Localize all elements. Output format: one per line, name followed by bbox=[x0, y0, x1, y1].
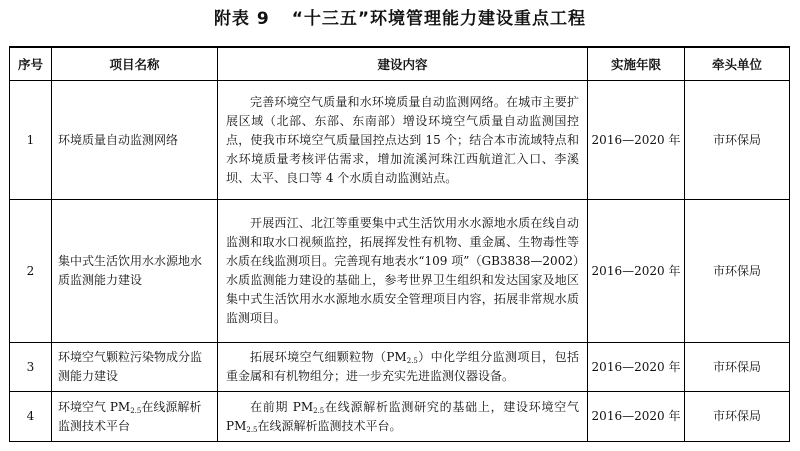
row-name: 环境空气颗粒污染物成分监测能力建设 bbox=[52, 343, 218, 392]
row-content: 在前期 $PM_{2.5}$在线源解析监测研究的基础上，建设环境空气 $PM_{2.5}$在线源解析监测技术平台。 bbox=[218, 392, 588, 442]
header-unit: 牵头单位 bbox=[685, 47, 790, 81]
projects-table bbox=[9, 46, 790, 442]
row-content: 拓展环境空气细颗粒物$(PM_{2.5})$中化学组分监测项目，包括重金属和有机物组分；进一步充实先进监测仪器设备。 bbox=[218, 343, 588, 392]
header-content: 建设内容 bbox=[218, 47, 588, 81]
row-years: 2016—2020 年 bbox=[588, 200, 685, 343]
row-content: 开展西江、北江等重要集中式生活饮用水水源地水质在线自动监测和取水口视频监控，拓展挥发性有机物、重金属、生物毒性等水质在线监测项目。完善现有地表水“109 项”（GB3838—2002）水质监测能力建设的基础上，参考世界卫生组织和发达国家及地区集中式生活饮用水水源地水质安全管理项目内容，拓展非常规水质监测项目。 bbox=[218, 200, 588, 343]
table-row bbox=[10, 81, 790, 200]
row-no: 3 bbox=[10, 343, 52, 392]
row-no: 4 bbox=[10, 392, 52, 442]
header-years: 实施年限 bbox=[588, 47, 685, 81]
row-content: 完善环境空气质量和水环境质量自动监测网络。在城市主要扩展区域（北部、东部、东南部）增设环境空气质量自动监测国控点，使我市环境空气质量国控点达到 15 个；结合本市流域特点和水环境质量考核评估需求，增加流溪河珠江西航道汇入口、李溪坝、太平、良口等 4 个水质自动监测站点。 bbox=[218, 81, 588, 200]
header-no: 序号 bbox=[10, 47, 52, 81]
row-unit: 市环保局 bbox=[685, 343, 790, 392]
table-row bbox=[10, 343, 790, 392]
title-main: “十三五”环境管理能力建设重点工程 bbox=[291, 9, 587, 29]
table-row bbox=[10, 200, 790, 343]
row-name: 集中式生活饮用水水源地水质监测能力建设 bbox=[52, 200, 218, 343]
row-unit: 市环保局 bbox=[685, 392, 790, 442]
table-title bbox=[0, 6, 800, 32]
title-prefix: 附表 9 bbox=[213, 9, 270, 29]
row-no: 2 bbox=[10, 200, 52, 343]
header-row bbox=[10, 47, 790, 81]
row-name: 环境空气 $PM_{2.5}$在线源解析监测技术平台 bbox=[52, 392, 218, 442]
table-row bbox=[10, 392, 790, 442]
row-no: 1 bbox=[10, 81, 52, 200]
row-unit: 市环保局 bbox=[685, 200, 790, 343]
row-name: 环境质量自动监测网络 bbox=[52, 81, 218, 200]
row-years: 2016—2020 年 bbox=[588, 81, 685, 200]
header-name: 项目名称 bbox=[52, 47, 218, 81]
row-years: 2016—2020 年 bbox=[588, 343, 685, 392]
row-years: 2016—2020 年 bbox=[588, 392, 685, 442]
row-unit: 市环保局 bbox=[685, 81, 790, 200]
